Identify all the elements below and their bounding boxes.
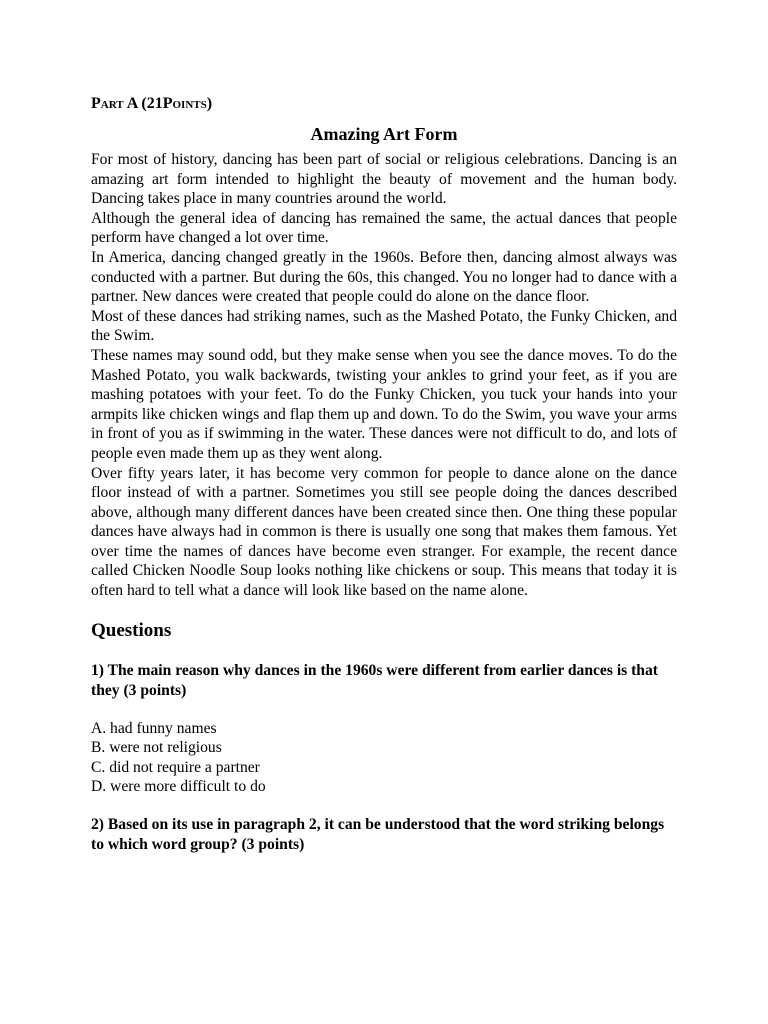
question-2 (91, 815, 677, 855)
passage (91, 150, 677, 601)
paragraph: These names may sound odd, but they make sense when you see the dance moves. To do the Mashed Potato, you walk backwards, twisting your ankles to grind your feet, as if you are mashing potatoes with your feet. To do the Funky Chicken, you tuck your hands into your armpits like chicken wings and flap them up and down. To do the Swim, you wave your arms in front of you as if swimming in the water. These dances were not difficult to do, and lots of people even made them up as they went along. (91, 346, 677, 462)
paragraph: In America, dancing changed greatly in the 1960s. Before then, dancing almost always was conducted with a partner. But during the 60s, this changed. You no longer had to dance with a partner. New dances were created that people could do alone on the dance floor. (91, 248, 677, 306)
question-1 (91, 661, 677, 797)
document-page (91, 92, 677, 855)
paragraph: Although the general idea of dancing has remained the same, the actual dances that people perform have changed a lot over time. (91, 209, 677, 247)
paragraph: For most of history, dancing has been part of social or religious celebrations. Dancing is an amazing art form intended to highlight the beauty of movement and the human body. Dancing takes place in many countries around the world. (91, 151, 677, 208)
answer-option-d: D. were more difficult to do (91, 778, 266, 796)
question-text: 1) The main reason why dances in the 1960s were different from earlier dances is that they (3 points) (91, 661, 658, 699)
passage-title: Amazing Art Form (310, 124, 458, 144)
part-heading: Part A (21Points) (91, 95, 213, 112)
answer-option-a: A. had funny names (91, 719, 217, 737)
paragraph: Over fifty years later, it has become very common for people to dance alone on the dance floor instead of with a partner. Sometimes you still see people doing the dances described above, although many different dances have been created since then. One thing these popular dances have always had in common is there is usually one song that makes them famous. Yet over time the names of dances have become even stranger. For example, the recent dance called Chicken Noodle Soup looks nothing like chickens or soup. This means that today it is often hard to tell what a dance will look like based on the name alone. (91, 464, 677, 600)
answer-option-b: B. were not religious (91, 739, 222, 757)
question-text: 2) Based on its use in paragraph 2, it can be understood that the word striking belongs to which word group? (3 points) (91, 816, 665, 854)
answer-options (91, 719, 677, 797)
questions-heading: Questions (91, 619, 172, 641)
answer-option-c: C. did not require a partner (91, 758, 260, 776)
paragraph: Most of these dances had striking names, such as the Mashed Potato, the Funky Chicken, and the Swim. (91, 307, 677, 345)
